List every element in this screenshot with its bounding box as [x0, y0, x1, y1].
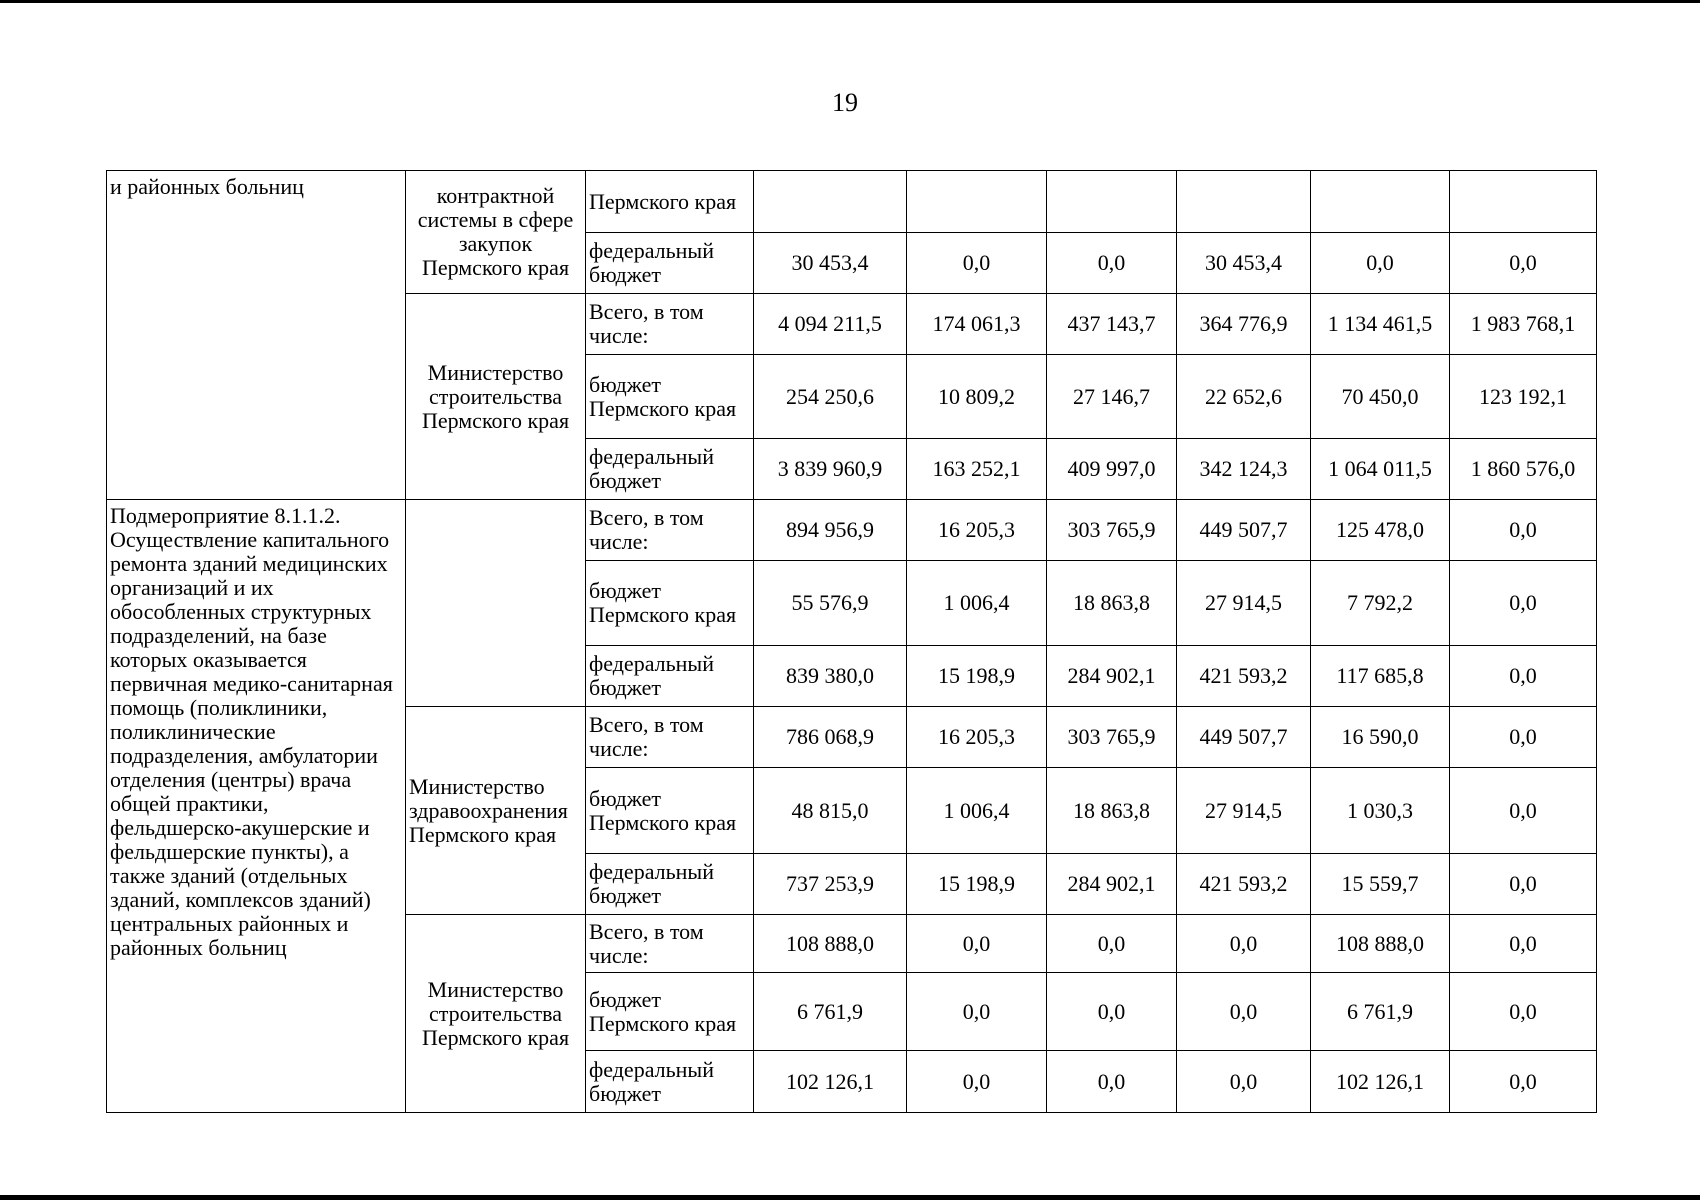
value-cell: 303 765,9: [1047, 707, 1177, 768]
executor-cell: Министерство здравоохранения Пермского края: [406, 707, 586, 915]
value-cell: 786 068,9: [754, 707, 907, 768]
value-cell: 449 507,7: [1177, 707, 1311, 768]
activity-cell: Подмероприятие 8.1.1.2. Осуществление капитального ремонта зданий медицинских организаций и их обособленных структурных подразделений, на базе которых оказывается первичная медико-санитарная помощь (поликлиники, поликлинические подразделения, амбулатории отделения (центры) врача общей практики, фельдшерско-акушерские и фельдшерские пункты), а также зданий (отдельных зданий, комплексов зданий) центральных районных и районных больниц: [107, 500, 406, 1113]
value-cell: 0,0: [907, 1051, 1047, 1113]
activity-cell: и районных больниц: [107, 171, 406, 500]
value-cell: 108 888,0: [754, 915, 907, 973]
value-cell: 1 860 576,0: [1450, 439, 1597, 500]
source-cell: бюджет Пермского края: [586, 561, 754, 646]
value-cell: [1177, 171, 1311, 233]
bottom-page-edge: [0, 1195, 1700, 1200]
value-cell: 7 792,2: [1311, 561, 1450, 646]
source-cell: федеральный бюджет: [586, 233, 754, 294]
value-cell: 70 450,0: [1311, 355, 1450, 439]
value-cell: 117 685,8: [1311, 646, 1450, 707]
value-cell: 1 030,3: [1311, 768, 1450, 854]
value-cell: 437 143,7: [1047, 294, 1177, 355]
source-cell: Всего, в том числе:: [586, 500, 754, 561]
source-cell: бюджет Пермского края: [586, 355, 754, 439]
value-cell: 303 765,9: [1047, 500, 1177, 561]
value-cell: 55 576,9: [754, 561, 907, 646]
value-cell: 894 956,9: [754, 500, 907, 561]
value-cell: 27 146,7: [1047, 355, 1177, 439]
value-cell: 409 997,0: [1047, 439, 1177, 500]
value-cell: 30 453,4: [1177, 233, 1311, 294]
value-cell: 0,0: [1177, 915, 1311, 973]
value-cell: 0,0: [1450, 854, 1597, 915]
value-cell: 254 250,6: [754, 355, 907, 439]
value-cell: 364 776,9: [1177, 294, 1311, 355]
value-cell: 108 888,0: [1311, 915, 1450, 973]
page-number: 19: [832, 88, 858, 117]
source-cell: Всего, в том числе:: [586, 294, 754, 355]
value-cell: 125 478,0: [1311, 500, 1450, 561]
value-cell: 0,0: [1450, 1051, 1597, 1113]
value-cell: 0,0: [1047, 973, 1177, 1051]
value-cell: 18 863,8: [1047, 561, 1177, 646]
value-cell: 6 761,9: [1311, 973, 1450, 1051]
executor-cell: контрактной системы в сфере закупок Пермского края: [406, 171, 586, 294]
source-cell: федеральный бюджет: [586, 646, 754, 707]
value-cell: [754, 171, 907, 233]
value-cell: 0,0: [1177, 973, 1311, 1051]
value-cell: 284 902,1: [1047, 646, 1177, 707]
value-cell: 0,0: [1450, 646, 1597, 707]
value-cell: 174 061,3: [907, 294, 1047, 355]
executor-cell: Министерство строительства Пермского края: [406, 294, 586, 500]
value-cell: 342 124,3: [1177, 439, 1311, 500]
value-cell: 1 006,4: [907, 561, 1047, 646]
budget-table: [106, 170, 1597, 1113]
value-cell: 0,0: [1450, 233, 1597, 294]
value-cell: 0,0: [1047, 233, 1177, 294]
value-cell: 48 815,0: [754, 768, 907, 854]
table-row: [107, 171, 1597, 233]
value-cell: 0,0: [1450, 915, 1597, 973]
value-cell: 1 064 011,5: [1311, 439, 1450, 500]
value-cell: [1311, 171, 1450, 233]
value-cell: 0,0: [1450, 768, 1597, 854]
value-cell: 16 590,0: [1311, 707, 1450, 768]
value-cell: [907, 171, 1047, 233]
value-cell: 1 006,4: [907, 768, 1047, 854]
value-cell: 737 253,9: [754, 854, 907, 915]
value-cell: 4 094 211,5: [754, 294, 907, 355]
source-cell: бюджет Пермского края: [586, 973, 754, 1051]
value-cell: 102 126,1: [1311, 1051, 1450, 1113]
value-cell: 421 593,2: [1177, 646, 1311, 707]
value-cell: 10 809,2: [907, 355, 1047, 439]
executor-cell: [406, 500, 586, 707]
value-cell: [1047, 171, 1177, 233]
source-cell: Всего, в том числе:: [586, 915, 754, 973]
value-cell: 1 983 768,1: [1450, 294, 1597, 355]
value-cell: 0,0: [1177, 1051, 1311, 1113]
value-cell: 1 134 461,5: [1311, 294, 1450, 355]
value-cell: 0,0: [1450, 561, 1597, 646]
value-cell: 3 839 960,9: [754, 439, 907, 500]
value-cell: 839 380,0: [754, 646, 907, 707]
value-cell: 0,0: [1450, 707, 1597, 768]
value-cell: 0,0: [907, 915, 1047, 973]
value-cell: 421 593,2: [1177, 854, 1311, 915]
value-cell: 27 914,5: [1177, 561, 1311, 646]
value-cell: 0,0: [907, 233, 1047, 294]
value-cell: 123 192,1: [1450, 355, 1597, 439]
value-cell: 18 863,8: [1047, 768, 1177, 854]
value-cell: 15 559,7: [1311, 854, 1450, 915]
value-cell: 22 652,6: [1177, 355, 1311, 439]
source-cell: бюджет Пермского края: [586, 768, 754, 854]
value-cell: 0,0: [1047, 915, 1177, 973]
source-cell: Всего, в том числе:: [586, 707, 754, 768]
value-cell: 284 902,1: [1047, 854, 1177, 915]
value-cell: 0,0: [1047, 1051, 1177, 1113]
value-cell: 16 205,3: [907, 500, 1047, 561]
value-cell: 0,0: [907, 973, 1047, 1051]
top-page-edge: [0, 0, 1700, 3]
source-cell: Пермского края: [586, 171, 754, 233]
value-cell: 0,0: [1450, 500, 1597, 561]
source-cell: федеральный бюджет: [586, 854, 754, 915]
value-cell: 27 914,5: [1177, 768, 1311, 854]
table-row: [107, 500, 1597, 561]
value-cell: 30 453,4: [754, 233, 907, 294]
source-cell: федеральный бюджет: [586, 1051, 754, 1113]
value-cell: 6 761,9: [754, 973, 907, 1051]
source-cell: федеральный бюджет: [586, 439, 754, 500]
value-cell: 449 507,7: [1177, 500, 1311, 561]
value-cell: 102 126,1: [754, 1051, 907, 1113]
value-cell: 0,0: [1450, 973, 1597, 1051]
value-cell: 15 198,9: [907, 646, 1047, 707]
value-cell: 15 198,9: [907, 854, 1047, 915]
executor-cell: Министерство строительства Пермского края: [406, 915, 586, 1113]
value-cell: 16 205,3: [907, 707, 1047, 768]
value-cell: [1450, 171, 1597, 233]
value-cell: 0,0: [1311, 233, 1450, 294]
value-cell: 163 252,1: [907, 439, 1047, 500]
